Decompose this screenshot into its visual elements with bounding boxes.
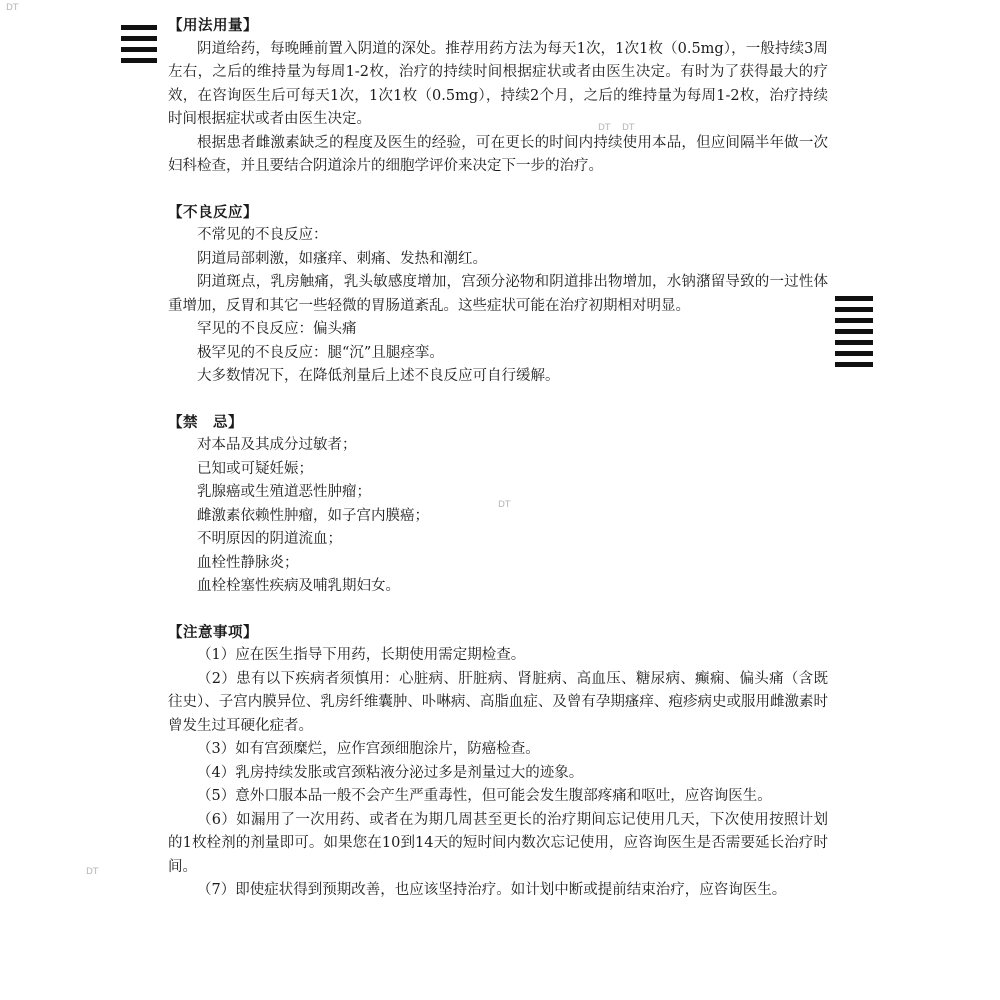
contraindication-item: 血栓性静脉炎； xyxy=(197,554,299,571)
precaution-item: （7）即使症状得到预期改善，也应该坚持治疗。如计划中断或提前结束治疗，应咨询医生。 xyxy=(197,882,787,898)
section-adverse-reactions xyxy=(168,201,828,389)
section-heading-precautions: 【注意事项】 xyxy=(168,623,258,641)
section-heading-contraindications: 【禁 忌】 xyxy=(168,413,243,431)
watermark-left: DT xyxy=(86,867,99,877)
precaution-item: （3）如有宫颈糜烂，应作宫颈细胞涂片，防癌检查。 xyxy=(197,741,540,757)
contraindication-item: 乳腺癌或生殖道恶性肿瘤； xyxy=(197,484,371,500)
contraindication-item: 不明原因的阴道流血； xyxy=(197,531,342,547)
package-insert-text xyxy=(168,14,828,903)
section-usage xyxy=(168,14,828,179)
registration-mark-left xyxy=(121,25,157,63)
adverse-line: 大多数情况下，在降低剂量后上述不良反应可自行缓解。 xyxy=(197,368,560,384)
adverse-line: 不常见的不良反应： xyxy=(197,227,328,243)
precaution-item: （2）患有以下疾病者须慎用：心脏病、肝脏病、肾脏病、高血压、糖尿病、癫痫、偏头痛（含既往史）、子宫内膜异位、乳房纤维囊肿、卟啉病、高脂血症、及曾有孕期瘙痒、疱疹病史或服用雌激素时曾发生过耳硬化症者。 xyxy=(168,670,828,734)
section-contraindications xyxy=(168,411,828,599)
watermark-mid-1: DT xyxy=(598,123,611,133)
contraindication-item: 雌激素依赖性肿瘤，如子宫内膜癌； xyxy=(197,507,429,524)
precaution-item: （6）如漏用了一次用药、或者在为期几周甚至更长的治疗期间忘记使用几天，下次使用按照计划的1枚栓剂的剂量即可。如果您在10到14天的短时间内数次忘记使用，应咨询医生是否需要延长治疗时间。 xyxy=(168,811,828,875)
section-heading-adverse: 【不良反应】 xyxy=(168,203,258,221)
adverse-line: 罕见的不良反应：偏头痛 xyxy=(197,321,357,337)
usage-paragraph: 根据患者雌激素缺乏的程度及医生的经验，可在更长的时间内持续使用本品，但应间隔半年做一次妇科检查，并且要结合阴道涂片的细胞学评价来决定下一步的治疗。 xyxy=(168,134,828,174)
precaution-item: （5）意外口服本品一般不会产生严重毒性，但可能会发生腹部疼痛和呕吐，应咨询医生。 xyxy=(197,788,772,804)
section-heading-usage: 【用法用量】 xyxy=(168,17,258,34)
precaution-item: （1）应在医生指导下用药，长期使用需定期检查。 xyxy=(197,647,526,663)
contraindication-item: 血栓栓塞性疾病及哺乳期妇女。 xyxy=(197,578,400,594)
contraindication-item: 已知或可疑妊娠； xyxy=(197,460,313,477)
adverse-line: 阴道斑点，乳房触痛，乳头敏感度增加，宫颈分泌物和阴道排出物增加，水钠潴留导致的一过性体重增加，反胃和其它一些轻微的胃肠道紊乱。这些症状可能在治疗初期相对明显。 xyxy=(168,274,828,314)
watermark-center: DT xyxy=(498,500,511,510)
watermark-top-left: DT xyxy=(6,3,19,13)
contraindication-item: 对本品及其成分过敏者； xyxy=(197,437,357,453)
watermark-mid-2: DT xyxy=(622,123,635,133)
adverse-line: 极罕见的不良反应：腿“沉”且腿痉挛。 xyxy=(197,344,444,361)
precaution-item: （4）乳房持续发胀或宫颈粘液分泌过多是剂量过大的迹象。 xyxy=(197,764,584,781)
registration-mark-right xyxy=(835,296,873,367)
usage-paragraph: 阴道给药，每晚睡前置入阴道的深处。推荐用药方法为每天1次，1次1枚（0.5mg），一般持续3周左右，之后的维持量为每周1-2枚，治疗的持续时间根据症状或者由医生决定。有时为了获得最大的疗效，在咨询医生后可每天1次，1次1枚（0.5mg），持续2个月，之后的维持量为每周1-2枚，治疗持续时间根据症状或者由医生决定。 xyxy=(168,40,828,127)
adverse-line: 阴道局部刺激，如瘙痒、刺痛、发热和潮红。 xyxy=(197,250,487,267)
section-precautions xyxy=(168,621,828,903)
